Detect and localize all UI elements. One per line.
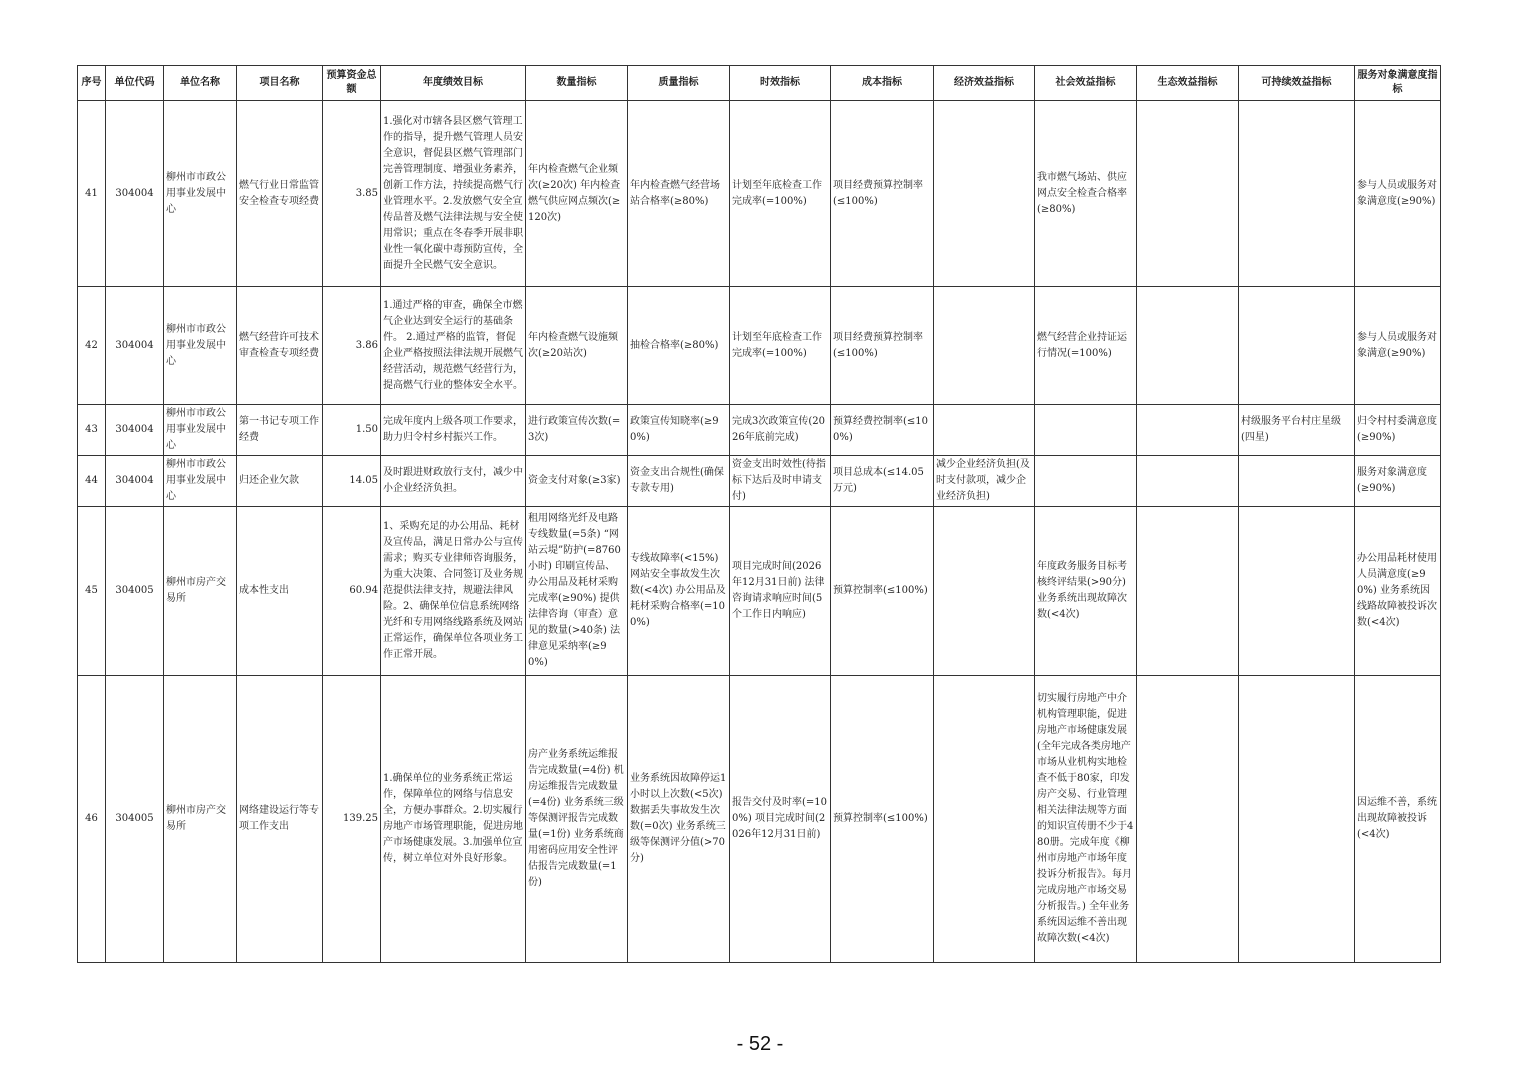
budget-amount-cell: 14.05	[323, 456, 381, 507]
table-row	[78, 287, 1441, 405]
project-name-cell: 归还企业欠款	[237, 456, 323, 507]
economic-indicator-cell	[934, 287, 1035, 405]
timeliness-indicator-cell: 资金支出时效性(待指标下达后及时申请支付)	[730, 456, 831, 507]
timeliness-indicator-cell: 计划至年底检查工作完成率(=100%)	[730, 287, 831, 405]
economic-indicator-cell	[934, 405, 1035, 456]
cost-indicator-cell: 预算控制率(≤100%)	[831, 507, 934, 676]
ecological-indicator-cell	[1137, 287, 1239, 405]
table-row	[78, 456, 1441, 507]
project-name-cell: 燃气行业日常监管安全检查专项经费	[237, 101, 323, 287]
header-cell: 成本指标	[831, 66, 934, 101]
cost-indicator-cell: 项目总成本(≤14.05万元)	[831, 456, 934, 507]
row-number-cell: 43	[78, 405, 106, 456]
header-cell: 可持续效益指标	[1239, 66, 1355, 101]
ecological-indicator-cell	[1137, 676, 1239, 963]
annual-goal-cell: 完成年度内上级各项工作要求，助力归令村乡村振兴工作。	[381, 405, 526, 456]
quality-indicator-cell: 专线故障率(<15%) 网站安全事故发生次数(<4次) 办公用品及耗材采购合格率(=100%)	[628, 507, 730, 676]
timeliness-indicator-cell: 完成3次政策宣传(2026年底前完成)	[730, 405, 831, 456]
unit-code-cell: 304004	[106, 456, 164, 507]
annual-goal-cell: 及时跟进财政放行支付，减少中小企业经济负担。	[381, 456, 526, 507]
page-number: - 52 -	[736, 1033, 784, 1055]
sustainable-indicator-cell	[1239, 676, 1355, 963]
timeliness-indicator-cell: 项目完成时间(2026年12月31日前) 法律咨询请求响应时间(5个工作日内响应)	[730, 507, 831, 676]
timeliness-indicator-cell: 计划至年底检查工作完成率(=100%)	[730, 101, 831, 287]
header-cell: 序号	[78, 66, 106, 101]
unit-name-cell: 柳州市市政公用事业发展中心	[164, 101, 237, 287]
budget-amount-cell: 3.85	[323, 101, 381, 287]
quantity-indicator-cell: 进行政策宣传次数(=3次)	[526, 405, 628, 456]
header-cell: 单位名称	[164, 66, 237, 101]
row-number-cell: 42	[78, 287, 106, 405]
social-indicator-cell: 年度政务服务目标考核终评结果(>90分) 业务系统出现故障次数(<4次)	[1035, 507, 1137, 676]
ecological-indicator-cell	[1137, 405, 1239, 456]
social-indicator-cell	[1035, 456, 1137, 507]
project-name-cell: 燃气经营许可技术审查检查专项经费	[237, 287, 323, 405]
annual-goal-cell: 1.确保单位的业务系统正常运作，保障单位的网络与信息安全，方便办事群众。2.切实履行房地产市场管理职能，促进房地产市场健康发展。3.加强单位宣传，树立单位对外良好形象。	[381, 676, 526, 963]
table-row	[78, 405, 1441, 456]
annual-goal-cell: 1、采购充足的办公用品、耗材及宣传品，满足日常办公与宣传需求；购买专业律师咨询服务，为重大决策、合同签订及业务规范提供法律支持，规避法律风险。2、确保单位信息系统网络光纤和专用网络线路系统及网站正常运作，确保单位各项业务工作正常开展。	[381, 507, 526, 676]
ecological-indicator-cell	[1137, 101, 1239, 287]
economic-indicator-cell	[934, 676, 1035, 963]
header-row	[78, 66, 1441, 101]
row-number-cell: 44	[78, 456, 106, 507]
unit-name-cell: 柳州市房产交易所	[164, 507, 237, 676]
sustainable-indicator-cell	[1239, 101, 1355, 287]
header-cell: 数量指标	[526, 66, 628, 101]
unit-code-cell: 304004	[106, 405, 164, 456]
unit-code-cell: 304004	[106, 287, 164, 405]
satisfaction-indicator-cell: 办公用品耗材使用人员满意度(≥90%) 业务系统因线路故障被投诉次数(<4次)	[1355, 507, 1441, 676]
ecological-indicator-cell	[1137, 456, 1239, 507]
unit-code-cell: 304004	[106, 101, 164, 287]
sustainable-indicator-cell: 村级服务平台村庄星级(四星)	[1239, 405, 1355, 456]
annual-goal-cell: 1.强化对市辖各县区燃气管理工作的指导，提升燃气管理人员安全意识，督促县区燃气管理部门完善管理制度、增强业务素养，创新工作方法，持续提高燃气行业管理水平。2.发放燃气安全宣传品普及燃气法律法规与安全使用常识；重点在冬春季开展非职业性一氧化碳中毒预防宣传，全面提升全民燃气安全意识。	[381, 101, 526, 287]
sustainable-indicator-cell	[1239, 456, 1355, 507]
header-cell: 单位代码	[106, 66, 164, 101]
row-number-cell: 41	[78, 101, 106, 287]
social-indicator-cell: 燃气经营企业持证运行情况(=100%)	[1035, 287, 1137, 405]
table-row	[78, 101, 1441, 287]
timeliness-indicator-cell: 报告交付及时率(=100%) 项目完成时间(2026年12月31日前)	[730, 676, 831, 963]
unit-name-cell: 柳州市房产交易所	[164, 676, 237, 963]
quality-indicator-cell: 抽检合格率(≥80%)	[628, 287, 730, 405]
header-cell: 生态效益指标	[1137, 66, 1239, 101]
quality-indicator-cell: 政策宣传知晓率(≥90%)	[628, 405, 730, 456]
budget-amount-cell: 139.25	[323, 676, 381, 963]
cost-indicator-cell: 预算控制率(≤100%)	[831, 676, 934, 963]
social-indicator-cell: 切实履行房地产中介机构管理职能，促进房地产市场健康发展(全年完成各类房地产市场从业机构实地检查不低于80家，印发房产交易、行业管理相关法律法规等方面的知识宣传册不少于480册。完成年度《柳州市房地产市场年度投诉分析报告》。每月完成房地产市场交易分析报告。) 全年业务系统因运维不善出现故障次数(<4次)	[1035, 676, 1137, 963]
budget-amount-cell: 1.50	[323, 405, 381, 456]
project-name-cell: 成本性支出	[237, 507, 323, 676]
satisfaction-indicator-cell: 服务对象满意度(≥90%)	[1355, 456, 1441, 507]
ecological-indicator-cell	[1137, 507, 1239, 676]
table-row	[78, 507, 1441, 676]
project-name-cell: 第一书记专项工作经费	[237, 405, 323, 456]
unit-name-cell: 柳州市市政公用事业发展中心	[164, 287, 237, 405]
economic-indicator-cell	[934, 507, 1035, 676]
quality-indicator-cell: 年内检查燃气经营场站合格率(≥80%)	[628, 101, 730, 287]
satisfaction-indicator-cell: 因运维不善，系统出现故障被投诉(<4次)	[1355, 676, 1441, 963]
sustainable-indicator-cell	[1239, 507, 1355, 676]
annual-goal-cell: 1.通过严格的审查，确保全市燃气企业达到安全运行的基础条件。 2.通过严格的监管，督促企业严格按照法律法规开展燃气经营活动，规范燃气经营行为，提高燃气行业的整体安全水平。	[381, 287, 526, 405]
performance-table	[77, 65, 1441, 963]
economic-indicator-cell: 减少企业经济负担(及时支付款项，减少企业经济负担)	[934, 456, 1035, 507]
budget-amount-cell: 60.94	[323, 507, 381, 676]
header-cell: 质量指标	[628, 66, 730, 101]
cost-indicator-cell: 项目经费预算控制率(≤100%)	[831, 287, 934, 405]
header-cell: 服务对象满意度指标	[1355, 66, 1441, 101]
header-cell: 年度绩效目标	[381, 66, 526, 101]
budget-amount-cell: 3.86	[323, 287, 381, 405]
header-cell: 经济效益指标	[934, 66, 1035, 101]
project-name-cell: 网络建设运行等专项工作支出	[237, 676, 323, 963]
header-cell: 项目名称	[237, 66, 323, 101]
satisfaction-indicator-cell: 归令村村委满意度(≥90%)	[1355, 405, 1441, 456]
quantity-indicator-cell: 资金支付对象(≥3家)	[526, 456, 628, 507]
economic-indicator-cell	[934, 101, 1035, 287]
sustainable-indicator-cell	[1239, 287, 1355, 405]
quantity-indicator-cell: 年内检查燃气设施频次(≥20站次)	[526, 287, 628, 405]
unit-name-cell: 柳州市市政公用事业发展中心	[164, 405, 237, 456]
row-number-cell: 46	[78, 676, 106, 963]
quality-indicator-cell: 业务系统因故障停运1小时以上次数(<5次) 数据丢失事故发生次数(=0次) 业务系统三级等保测评分值(>70分)	[628, 676, 730, 963]
quantity-indicator-cell: 房产业务系统运维报告完成数量(=4份) 机房运维报告完成数量(=4份) 业务系统三级等保测评报告完成数量(=1份) 业务系统商用密码应用安全性评估报告完成数量(=1份)	[526, 676, 628, 963]
quantity-indicator-cell: 租用网络光纤及电路专线数量(=5条) “网站云堤”防护(=8760小时) 印刷宣传品、办公用品及耗材采购完成率(≥90%) 提供法律咨询（审查）意见的数量(>40条) 法律意见采纳率(≥90%)	[526, 507, 628, 676]
satisfaction-indicator-cell: 参与人员或服务对象满意(≥90%)	[1355, 287, 1441, 405]
unit-code-cell: 304005	[106, 676, 164, 963]
table-row	[78, 676, 1441, 963]
cost-indicator-cell: 项目经费预算控制率(≤100%)	[831, 101, 934, 287]
social-indicator-cell	[1035, 405, 1137, 456]
unit-name-cell: 柳州市市政公用事业发展中心	[164, 456, 237, 507]
header-cell: 社会效益指标	[1035, 66, 1137, 101]
header-cell: 预算资金总额	[323, 66, 381, 101]
satisfaction-indicator-cell: 参与人员或服务对象满意度(≥90%)	[1355, 101, 1441, 287]
row-number-cell: 45	[78, 507, 106, 676]
quantity-indicator-cell: 年内检查燃气企业频次(≥20次) 年内检查燃气供应网点频次(≥120次)	[526, 101, 628, 287]
social-indicator-cell: 我市燃气场站、供应网点安全检查合格率(≥80%)	[1035, 101, 1137, 287]
cost-indicator-cell: 预算经费控制率(≤100%)	[831, 405, 934, 456]
header-cell: 时效指标	[730, 66, 831, 101]
unit-code-cell: 304005	[106, 507, 164, 676]
quality-indicator-cell: 资金支出合规性(确保专款专用)	[628, 456, 730, 507]
